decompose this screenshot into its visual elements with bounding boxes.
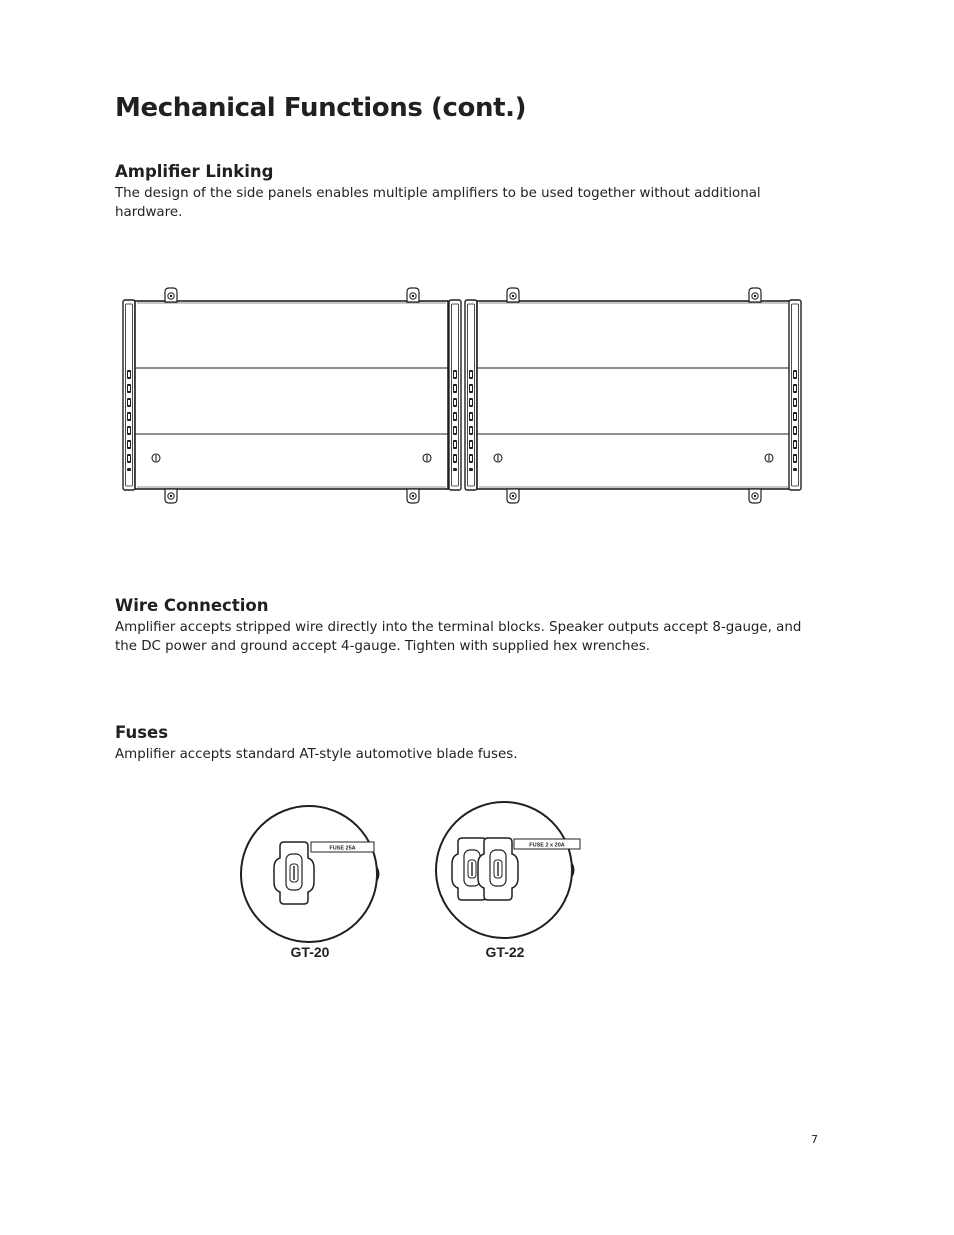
fuses-heading: Fuses bbox=[115, 723, 169, 742]
linked-amplifiers-illustration bbox=[118, 286, 808, 504]
page-number: 7 bbox=[811, 1133, 818, 1146]
fuse-caption-gt22: GT-22 bbox=[485, 944, 525, 960]
fuse-rating-label-gt22: FUSE 2 x 20A bbox=[529, 842, 565, 849]
fuse-detail-gt20 bbox=[241, 806, 379, 942]
fuse-detail-gt22 bbox=[436, 802, 580, 938]
amplifier-linking-text: The design of the side panels enables multiple amplifiers to be used together without additional hardware. bbox=[115, 186, 761, 220]
amplifier-linking-heading: Amplifier Linking bbox=[115, 162, 274, 181]
wire-connection-heading: Wire Connection bbox=[115, 596, 269, 615]
amplifier-right bbox=[465, 288, 801, 503]
fuses-text: Amplifier accepts standard AT-style automotive blade fuses. bbox=[115, 747, 518, 762]
fuse-rating-label-gt20: FUSE 25A bbox=[329, 845, 356, 852]
fuse-caption-gt20: GT-20 bbox=[290, 944, 330, 960]
amplifier-left bbox=[123, 288, 461, 503]
page-title: Mechanical Functions (cont.) bbox=[115, 93, 527, 123]
wire-connection-text: Amplifier accepts stripped wire directly into the terminal blocks. Speaker outputs accept 8-gauge, and the DC power and ground accept 4-gauge. Tighten with supplied hex wrenches. bbox=[115, 620, 802, 654]
